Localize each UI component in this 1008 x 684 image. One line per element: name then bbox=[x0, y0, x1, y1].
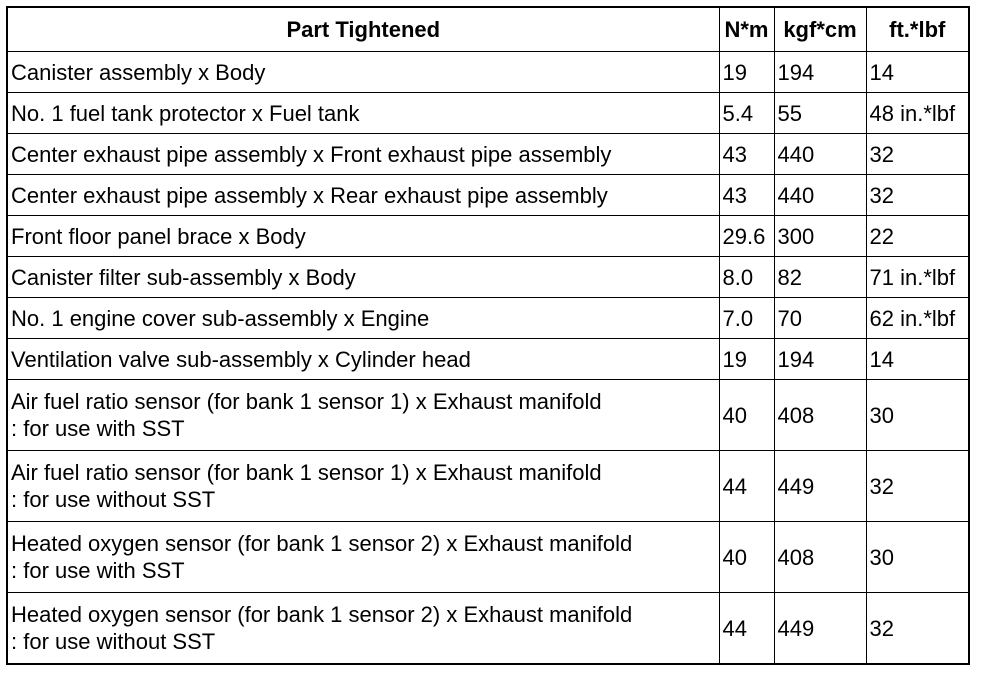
ft-lbf-value-cell: 32 bbox=[866, 134, 969, 175]
nm-value-cell: 43 bbox=[719, 134, 774, 175]
kgf-cm-value-cell: 194 bbox=[774, 52, 866, 93]
kgf-cm-value-cell: 70 bbox=[774, 298, 866, 339]
nm-value-cell: 7.0 bbox=[719, 298, 774, 339]
ft-lbf-value-cell: 32 bbox=[866, 451, 969, 522]
table-row bbox=[7, 451, 969, 522]
header-ft-lbf: ft.*lbf bbox=[866, 7, 969, 52]
nm-value-cell: 44 bbox=[719, 451, 774, 522]
nm-value-cell: 44 bbox=[719, 593, 774, 665]
ft-lbf-value-cell: 71 in.*lbf bbox=[866, 257, 969, 298]
part-tightened-cell bbox=[7, 93, 719, 134]
part-tightened-cell bbox=[7, 339, 719, 380]
part-text-line: Ventilation valve sub-assembly x Cylinder head bbox=[11, 346, 471, 372]
nm-value-cell: 8.0 bbox=[719, 257, 774, 298]
kgf-cm-value-cell: 449 bbox=[774, 593, 866, 665]
part-text-line: : for use with SST bbox=[11, 416, 185, 441]
header-part-tightened: Part Tightened bbox=[7, 7, 719, 52]
part-text-line: Air fuel ratio sensor (for bank 1 sensor 1) x Exhaust manifold bbox=[11, 389, 602, 414]
kgf-cm-value-cell: 300 bbox=[774, 216, 866, 257]
nm-value-cell: 19 bbox=[719, 339, 774, 380]
nm-value-cell: 29.6 bbox=[719, 216, 774, 257]
part-tightened-cell bbox=[7, 380, 719, 451]
kgf-cm-value-cell: 194 bbox=[774, 339, 866, 380]
kgf-cm-value-cell: 440 bbox=[774, 175, 866, 216]
ft-lbf-value-cell: 30 bbox=[866, 522, 969, 593]
header-kgf-cm: kgf*cm bbox=[774, 7, 866, 52]
part-tightened-cell bbox=[7, 52, 719, 93]
part-tightened-cell bbox=[7, 298, 719, 339]
nm-value-cell: 19 bbox=[719, 52, 774, 93]
table-row bbox=[7, 52, 969, 93]
kgf-cm-value-cell: 408 bbox=[774, 522, 866, 593]
kgf-cm-value-cell: 82 bbox=[774, 257, 866, 298]
part-text-line: Center exhaust pipe assembly x Rear exhaust pipe assembly bbox=[11, 182, 608, 208]
table-row bbox=[7, 93, 969, 134]
table-body bbox=[7, 52, 969, 665]
table-row bbox=[7, 380, 969, 451]
ft-lbf-value-cell: 32 bbox=[866, 593, 969, 665]
nm-value-cell: 43 bbox=[719, 175, 774, 216]
part-text-line: : for use without SST bbox=[11, 487, 216, 512]
part-text-line: Heated oxygen sensor (for bank 1 sensor 2) x Exhaust manifold bbox=[11, 602, 633, 627]
part-tightened-cell bbox=[7, 175, 719, 216]
part-text-line: Front floor panel brace x Body bbox=[11, 223, 306, 249]
ft-lbf-value-cell: 22 bbox=[866, 216, 969, 257]
part-text-line: : for use without SST bbox=[11, 629, 216, 654]
torque-spec-table-wrapper bbox=[6, 6, 970, 665]
part-tightened-cell bbox=[7, 451, 719, 522]
part-text-line: Air fuel ratio sensor (for bank 1 sensor 1) x Exhaust manifold bbox=[11, 460, 602, 485]
part-tightened-cell bbox=[7, 257, 719, 298]
nm-value-cell: 40 bbox=[719, 522, 774, 593]
table-row bbox=[7, 593, 969, 665]
part-text-line: Heated oxygen sensor (for bank 1 sensor 2) x Exhaust manifold bbox=[11, 531, 633, 556]
nm-value-cell: 5.4 bbox=[719, 93, 774, 134]
table-row bbox=[7, 339, 969, 380]
ft-lbf-value-cell: 62 in.*lbf bbox=[866, 298, 969, 339]
part-text-line: Center exhaust pipe assembly x Front exhaust pipe assembly bbox=[11, 141, 612, 167]
part-tightened-cell bbox=[7, 522, 719, 593]
part-tightened-cell bbox=[7, 216, 719, 257]
header-nm: N*m bbox=[719, 7, 774, 52]
kgf-cm-value-cell: 440 bbox=[774, 134, 866, 175]
table-row bbox=[7, 134, 969, 175]
kgf-cm-value-cell: 449 bbox=[774, 451, 866, 522]
table-row bbox=[7, 216, 969, 257]
part-text-line: Canister filter sub-assembly x Body bbox=[11, 264, 356, 290]
part-text-line: Canister assembly x Body bbox=[11, 59, 266, 85]
table-row bbox=[7, 175, 969, 216]
ft-lbf-value-cell: 14 bbox=[866, 339, 969, 380]
ft-lbf-value-cell: 48 in.*lbf bbox=[866, 93, 969, 134]
table-header-row bbox=[7, 7, 969, 52]
part-tightened-cell bbox=[7, 134, 719, 175]
kgf-cm-value-cell: 55 bbox=[774, 93, 866, 134]
kgf-cm-value-cell: 408 bbox=[774, 380, 866, 451]
table-row bbox=[7, 257, 969, 298]
table-row bbox=[7, 522, 969, 593]
part-text-line: No. 1 engine cover sub-assembly x Engine bbox=[11, 305, 430, 331]
ft-lbf-value-cell: 32 bbox=[866, 175, 969, 216]
torque-spec-table bbox=[6, 6, 970, 665]
nm-value-cell: 40 bbox=[719, 380, 774, 451]
table-row bbox=[7, 298, 969, 339]
part-text-line: : for use with SST bbox=[11, 558, 185, 583]
part-tightened-cell bbox=[7, 593, 719, 665]
ft-lbf-value-cell: 14 bbox=[866, 52, 969, 93]
part-text-line: No. 1 fuel tank protector x Fuel tank bbox=[11, 100, 360, 126]
ft-lbf-value-cell: 30 bbox=[866, 380, 969, 451]
